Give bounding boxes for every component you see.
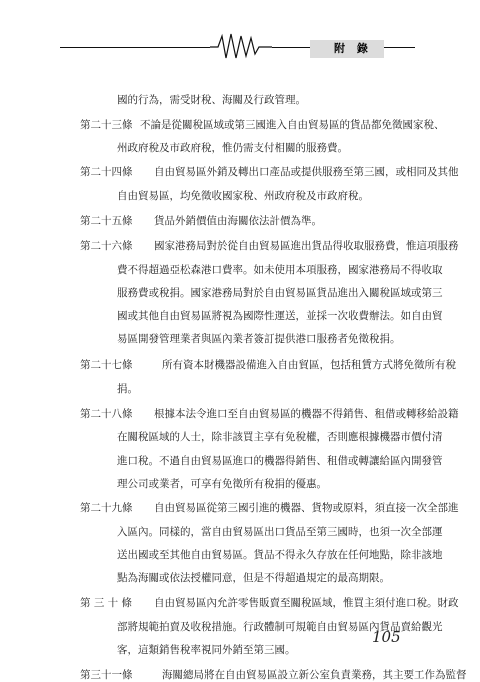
article-label: 第二十八條	[80, 408, 133, 420]
text-line: 海關總局將在自由貿易區設立新公室負責業務，其主要工作為監督	[162, 669, 467, 681]
article-label: 第二十六條	[80, 240, 133, 252]
text-line: 自由貿易區外銷及轉出口產品或提供服務至第三國，或相同及其他	[154, 166, 459, 178]
text-line: 自由貿易區內允許零售販賣至關稅區域，惟買主須付進口稅。財政	[154, 597, 459, 609]
text-line: 在關稅區域的人士，除非該買主享有免稅權，否則應根據機器市價付清	[117, 431, 443, 443]
text-line: 國家港務局對於從自由貿易區進出貨品得收取服務費，惟這項服務	[154, 240, 459, 252]
article-label: 第二十五條	[80, 215, 133, 227]
article-label: 第三十一條	[80, 669, 133, 681]
text-line: 所有資本財機器設備進入自由貿區，包括租賃方式將免徵所有稅	[162, 359, 456, 371]
text-line: 根據本法令進口至自由貿易區的機器不得銷售、租借或轉移給設籍	[154, 408, 459, 420]
article-label: 第二十三條	[80, 119, 133, 131]
page-header	[0, 0, 480, 70]
text-line: 州政府稅及市政府稅，惟仍需支付相關的服務費。	[117, 142, 348, 154]
article-label: 第二十四條	[80, 166, 133, 178]
text-line: 不論是從關稅區域或第三國進入自由貿易區的貨品都免徵國家稅、	[140, 119, 445, 131]
text-line: 送出國或至其他自由貿易區。貨品不得永久存放在任何地點，除非該地	[117, 549, 443, 561]
text-line: 捐。	[117, 383, 138, 395]
text-line: 貨品外銷價值由海關依法計價為準。	[154, 215, 322, 227]
text-line: 自由貿易區從第三國引進的機器、貨物或原料，須直接一次全部進	[154, 502, 459, 514]
header-title: 附 錄	[334, 42, 372, 55]
text-line: 客，這類銷售稅率視同外銷至第三國。	[117, 644, 296, 656]
text-line: 部將規範拍賣及收稅措施。行政體制可規範自由貿易區內貨品賣給觀光	[117, 621, 443, 633]
text-line: 國或其他自由貿易區將視為國際性運送，並採一次收費辦法。如自由貿	[117, 310, 443, 322]
article-label: 第 三 十 條	[80, 597, 133, 609]
text-line: 易區開發管理業者與區內業者簽訂提供港口服務者免徵稅捐。	[117, 333, 401, 345]
text-line: 服務費或稅捐。國家港務局對於自由貿易區貨品進出入關稅區域或第三	[117, 287, 443, 299]
header-wave-ornament	[210, 32, 272, 60]
page-number: 105	[372, 628, 401, 646]
text-line: 國的行為，需受財稅、海關及行政管理。	[117, 94, 306, 106]
text-line: 自由貿易區，均免徵收國家稅、州政府稅及市政府稅。	[117, 190, 369, 202]
text-line: 點為海關或依法授權同意，但是不得超過規定的最高期限。	[117, 572, 390, 584]
text-line: 進口稅。不過自由貿易區進口的機器得銷售、租借或轉讓給區內開發管	[117, 455, 443, 467]
text-line: 理公司或業者，可享有免徵所有稅捐的優惠。	[117, 478, 327, 490]
text-line: 費不得超過亞松森港口費率。如未使用本項服務，國家港務局不得收取	[117, 264, 443, 276]
text-line: 入區內。同樣的，當自由貿易區出口貨品至第三國時，也須一次全部運	[117, 526, 443, 538]
article-label: 第二十七條	[80, 359, 133, 371]
article-label: 第二十九條	[80, 502, 133, 514]
